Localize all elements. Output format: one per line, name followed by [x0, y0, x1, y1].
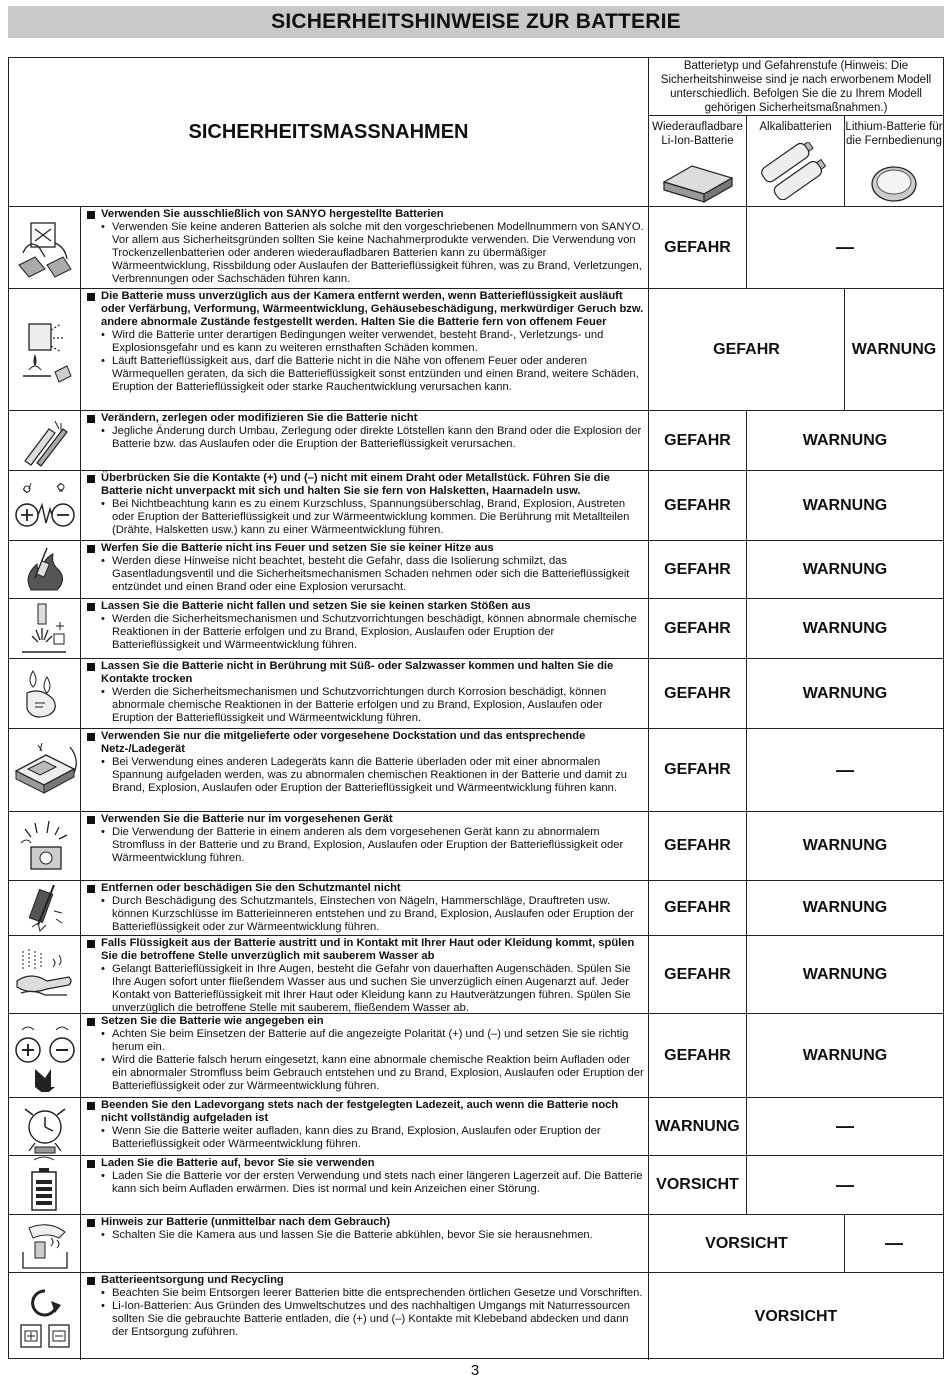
short-circuit-icon — [13, 475, 77, 537]
hazard-level: WARNUNG — [802, 560, 888, 578]
row-bullet: • Beachten Sie beim Entsorgen leerer Batterien bitte die entsprechenden örtlichen Gesetze und Vorschriften. — [101, 1287, 644, 1300]
hazard-level: WARNUNG — [802, 619, 888, 637]
page-title: SICHERHEITSHINWEISE ZUR BATTERIE — [8, 6, 944, 38]
column-li-ion-label: Wiederaufladbare Li-Ion-Batterie — [652, 121, 743, 147]
row-bullet: • Wenn Sie die Batterie weiter aufladen, kann dies zu Brand, Explosion, Auslaufen oder Eruption der Batterieflüssigkeit oder Wärmeentwicklung führen. — [101, 1125, 644, 1151]
row-icon-cell — [9, 812, 81, 880]
row-heading: Hinweis zur Batterie (unmittelbar nach dem Gebrauch) — [87, 1216, 644, 1229]
fire-icon — [17, 542, 73, 598]
hazard-level: GEFAHR — [649, 1014, 747, 1097]
row-bullets — [87, 686, 644, 725]
device-icon — [15, 817, 75, 875]
column-alkaline-label: Alkalibatterien — [759, 121, 832, 133]
hazard-level: WARNUNG — [802, 431, 888, 449]
column-alkaline — [747, 116, 845, 206]
row-bullet: • Werden die Sicherheitsmechanismen und Schutzvorrichtungen beschädigt, können abnormale chemische Reaktionen in der Batterie erfolgen und zu Brand, Explosion, Auslaufen oder Eruption der Batterieflüssigkeit und Wärmeentwicklung führen. — [101, 613, 644, 652]
table-row — [9, 1156, 943, 1215]
row-bullets — [87, 329, 644, 394]
row-bullet: • Bei Nichtbeachtung kann es zu einem Kurzschluss, Spannungsüberschlag, Brand, Explosion, Austreten oder Eruption der Batterieflüssigkeit und zur Wärmeentwicklung kommen. Die Berührung mit Metallteilen (Drähte, Halsketten usw.) kann zu einer Wärmeentwicklung führen. — [101, 498, 644, 537]
recycle-icon — [15, 1279, 75, 1355]
leaking-battery-icon — [15, 310, 75, 390]
row-bullet: • Gelangt Batterieflüssigkeit in Ihre Augen, besteht die Gefahr von dauerhaften Augenschäden. Spülen Sie Ihre Augen sofort unter fließendem Wasser aus und suchen Sie unverzüglich einen Augenarzt auf. Jeder Kontakt von Batterieflüssigkeit mit Ihrer Haut oder Kleidung kann zu Hautverätzungen führen. Spülen Sie unverzüglich die betroffene Stelle mit sauberem, fließendem Wasser ab. — [101, 963, 644, 1015]
hazard-level: — — [836, 1116, 854, 1136]
hazard-level: WARNUNG — [802, 965, 888, 983]
row-icon-cell — [9, 1014, 81, 1097]
row-text — [81, 599, 649, 658]
table-row — [9, 659, 943, 729]
row-icon-cell — [9, 881, 81, 935]
hazard-level: VORSICHT — [754, 1307, 838, 1325]
hazard-level: GEFAHR — [649, 411, 747, 470]
row-heading: Falls Flüssigkeit aus der Batterie austritt und in Kontakt mit Ihrer Haut oder Kleidung kommt, spülen Sie die betroffene Stelle unverzüglich mit sauberem Wasser ab — [87, 937, 644, 963]
row-heading: Batterieentsorgung und Recycling — [87, 1274, 644, 1287]
row-icon-cell — [9, 936, 81, 1013]
row-heading: Werfen Sie die Batterie nicht ins Feuer und setzen Sie sie keiner Hitze aus — [87, 542, 644, 555]
table-row — [9, 1098, 943, 1156]
row-bullet: • Werden die Sicherheitsmechanismen und Schutzvorrichtungen durch Korrosion beschädigt, können abnormale chemische Reaktionen in der Batterie erfolgen und zu Brand, Explosion, Auslaufen oder Eruption der Batterieflüssigkeit und Wärmeentwicklung führen. — [101, 686, 644, 725]
row-bullet: • Verwenden Sie keine anderen Batterien als solche mit den vorgeschriebenen Modellnummern von SANYO. Vor allem aus Sicherheitsgründen sollten Sie keine Nachahmerprodukte verwenden. Die Verwendung von Trockenzellenbatterien oder anderen wiederaufladbaren Batterien kann zu übermäßiger Wärmeentwicklung, Rissbildung oder Auslaufen der Batterieflüssigkeit führen, was zu Brand, Verletzungen, Verbrennungen oder Sachschäden führen kann. — [101, 221, 644, 286]
row-text — [81, 1156, 649, 1214]
row-icon-cell — [9, 207, 81, 288]
row-bullet: • Laden Sie die Batterie vor der ersten Verwendung und stets nach einer längeren Lagerzeit auf. Die Batterie kann sich beim Aufladen erwärmen. Dies ist normal und kein Anzeichen einer Störung. — [101, 1170, 644, 1196]
row-bullets — [87, 613, 644, 652]
row-bullets — [87, 826, 644, 865]
row-heading: Verwenden Sie ausschließlich von SANYO hergestellte Batterien — [87, 208, 644, 221]
row-icon-cell — [9, 541, 81, 598]
row-text — [81, 729, 649, 811]
row-icon-cell — [9, 659, 81, 728]
hazard-level: — — [836, 1174, 854, 1195]
row-heading: Verändern, zerlegen oder modifizieren Sie die Batterie nicht — [87, 412, 644, 425]
hazard-level: — — [836, 759, 854, 780]
table-row — [9, 471, 943, 541]
row-bullets — [87, 895, 644, 934]
column-li-ion — [649, 116, 747, 206]
hazard-level: GEFAHR — [649, 659, 747, 728]
row-icon-cell — [9, 599, 81, 658]
hazard-level: WARNUNG — [802, 899, 888, 916]
hazard-level: VORSICHT — [649, 1156, 747, 1214]
row-bullet: • Werden diese Hinweise nicht beachtet, besteht die Gefahr, dass die Isolierung schmilzt, das Gasentladungsventil und die Sicherheitsmechanismen Schaden nehmen oder sich die Batterieflüssigkeit entzündet und einen Brand oder eine Explosion verursacht. — [101, 555, 644, 594]
row-heading: Setzen Sie die Batterie wie angegeben ein — [87, 1015, 644, 1028]
row-bullets — [87, 1229, 644, 1242]
row-heading: Überbrücken Sie die Kontakte (+) und (–) nicht mit einem Draht oder Metallstück. Führen Sie die Batterie nicht unverpackt mit sich und halten Sie sie fern von Halsketten, Haarnadeln usw. — [87, 472, 644, 498]
alarm-icon — [17, 1097, 73, 1157]
row-bullet: • Wird die Batterie unter derartigen Bedingungen weiter verwendet, besteht Brand-, Verletzungs- und Explosionsgefahr und es kann zu weiteren ernsthaften Schäden kommen. — [101, 329, 644, 355]
alkaline-batteries-icon — [758, 142, 834, 200]
sanyo-battery-icon — [15, 213, 75, 283]
row-bullet: • Die Verwendung der Batterie in einem anderen als dem vorgesehenen Gerät kann zu abnormalem Stromfluss in der Batterie und zu Brand, Explosion, Auslaufen oder Eruption der Batterieflüssigkeit oder Wärmeentwicklung führen. — [101, 826, 644, 865]
column-lithium-remote-label: Lithium-Batterie für die Fernbedienung — [845, 121, 943, 147]
damage-icon — [18, 881, 72, 935]
row-icon-cell — [9, 289, 81, 410]
hazard-level: GEFAHR — [649, 881, 747, 935]
battery-type-note: Batterietyp und Gefahrenstufe (Hinweis: Die Sicherheitshinweise sind je nach erworbenem Modell unterschiedlich. Befolgen Sie die zu Ihrem Modell gehörigen Sicherheitsmaßnahmen.) — [649, 58, 943, 116]
water-icon — [17, 663, 73, 725]
row-bullet: • Achten Sie beim Einsetzen der Batterie auf die angezeigte Polarität (+) und (–) und setzen Sie sie richtig herum ein. — [101, 1028, 644, 1054]
row-heading: Laden Sie die Batterie auf, bevor Sie sie verwenden — [87, 1157, 644, 1170]
row-heading: Verwenden Sie die Batterie nur im vorgesehenen Gerät — [87, 813, 644, 826]
row-icon-cell — [9, 729, 81, 811]
row-bullets — [87, 221, 644, 286]
page-number: 3 — [470, 1362, 480, 1379]
polarity-icon — [12, 1020, 78, 1092]
row-heading: Die Batterie muss unverzüglich aus der Kamera entfernt werden, wenn Batterieflüssigkeit ausläuft oder Verfärbung, Verformung, Wärmeentwicklung, Gehäusebeschädigung, merkwürdiger Geruch bzw. andere abnormale Zustände festgestellt werden. Halten Sie die Batterie fern von offenem Feuer — [87, 290, 644, 329]
row-bullets — [87, 425, 644, 451]
safety-table — [8, 57, 944, 1359]
row-bullet: • Läuft Batterieflüssigkeit aus, darf die Batterie nicht in die Nähe von offenem Feuer oder anderen Wärmequellen geraten, da sich die Batterieflüssigkeit sonst entzünden und einen Brand, weitere Schäden, Eruption der Batterieflüssigkeit oder starke Rauchentwicklung verursachen kann. — [101, 355, 644, 394]
hazard-level: WARNUNG — [649, 1098, 747, 1155]
row-bullets — [87, 1028, 644, 1093]
row-heading: Beenden Sie den Ladevorgang stets nach der festgelegten Ladezeit, auch wenn die Batterie noch nicht vollständig aufgeladen ist — [87, 1099, 644, 1125]
row-bullet: • Li-Ion-Batterien: Aus Gründen des Umweltschutzes und des nachhaltigen Umgangs mit Naturressourcen sollten Sie die gebrauchte Batterie entladen, die (+) und (–) Kontakte mit Klebeband abdecken und dann der Entsorgung zuführen. — [101, 1300, 644, 1339]
row-text — [81, 936, 649, 1013]
row-icon-cell — [9, 471, 81, 540]
row-bullets — [87, 1170, 644, 1196]
hot-battery-icon — [15, 1216, 75, 1272]
row-text — [81, 812, 649, 880]
row-text — [81, 659, 649, 728]
hazard-level: GEFAHR — [649, 541, 747, 598]
drop-icon — [16, 600, 74, 658]
row-bullet: • Bei Verwendung eines anderen Ladegeräts kann die Batterie überladen oder mit einer abnormalen Spannung aufgeladen werden, was zu abnormalen chemischen Reaktionen in der Batterie und damit zu Brand, Explosion, Auslaufen oder Eruption der Batterieflüssigkeit und Wärmeentwicklung führen kann. — [101, 756, 644, 795]
table-row — [9, 411, 943, 471]
table-row — [9, 1014, 943, 1098]
row-icon-cell — [9, 1273, 81, 1360]
row-icon-cell — [9, 1156, 81, 1214]
precautions-heading: SICHERHEITSMASSNAHMEN — [9, 58, 649, 206]
row-bullets — [87, 498, 644, 537]
table-row — [9, 1215, 943, 1273]
hazard-level: WARNUNG — [851, 340, 937, 358]
row-text — [81, 1014, 649, 1097]
hazard-level: WARNUNG — [802, 1046, 888, 1064]
disassemble-icon — [17, 413, 73, 469]
column-lithium-remote — [845, 116, 943, 206]
row-bullets — [87, 963, 644, 1015]
hazard-level: GEFAHR — [649, 207, 747, 288]
row-text — [81, 881, 649, 935]
row-bullets — [87, 1287, 644, 1339]
hazard-level: GEFAHR — [649, 599, 747, 658]
row-text — [81, 541, 649, 598]
hazard-level: GEFAHR — [649, 936, 747, 1013]
row-heading: Verwenden Sie nur die mitgelieferte oder vorgesehene Dockstation und das entsprechende Netz-/Ladegerät — [87, 730, 644, 756]
coin-cell-icon — [869, 164, 919, 204]
row-text — [81, 471, 649, 540]
charger-icon — [12, 737, 78, 803]
hazard-level: WARNUNG — [802, 496, 888, 514]
row-bullet: • Durch Beschädigung des Schutzmantels, Einstechen von Nägeln, Hammerschläge, Drauftreten usw. können Kurzschlüsse im Batterieinneren entstehen und zu Brand, Explosion, Auslaufen oder Eruption der Batterieflüssigkeit oder zur Wärmeentwicklung führen. — [101, 895, 644, 934]
hazard-level: — — [885, 1233, 903, 1253]
hazard-level: GEFAHR — [649, 471, 747, 540]
table-row — [9, 207, 943, 289]
hazard-level: WARNUNG — [802, 684, 888, 702]
row-text — [81, 1215, 649, 1272]
row-bullet: • Wird die Batterie falsch herum eingesetzt, kann eine abnormale chemische Reaktion beim Aufladen oder ein abnormaler Stromfluss beim Gebrauch entstehen und zu Brand, Explosion, Auslaufen oder Eruption der Batterieflüssigkeit oder zur Wärmeentwicklung führen. — [101, 1054, 644, 1093]
hazard-level: VORSICHT — [649, 1215, 845, 1272]
table-row — [9, 1273, 943, 1360]
table-row — [9, 812, 943, 881]
table-row — [9, 599, 943, 659]
hazard-level: — — [836, 237, 854, 257]
hazard-level: GEFAHR — [649, 812, 747, 880]
row-bullet: • Jegliche Änderung durch Umbau, Zerlegung oder direkte Lötstellen kann den Brand oder die Explosion der Batterie bzw. das Auslaufen oder die Eruption der Batterieflüssigkeit verursachen. — [101, 425, 644, 451]
row-text — [81, 411, 649, 470]
table-row — [9, 541, 943, 599]
row-text — [81, 1273, 649, 1360]
row-text — [81, 1098, 649, 1155]
row-bullet: • Schalten Sie die Kamera aus und lassen Sie die Batterie abkühlen, bevor Sie sie herausnehmen. — [101, 1229, 644, 1242]
hazard-level: GEFAHR — [649, 729, 747, 811]
table-row — [9, 936, 943, 1014]
li-ion-battery-icon — [658, 156, 738, 204]
row-icon-cell — [9, 1215, 81, 1272]
table-header — [9, 58, 943, 207]
hazard-level: WARNUNG — [802, 837, 888, 854]
row-text — [81, 289, 649, 410]
table-row — [9, 881, 943, 936]
row-text — [81, 207, 649, 288]
hazard-level: GEFAHR — [649, 289, 845, 410]
rinse-icon — [13, 943, 77, 1007]
charge-before-use-icon — [20, 1154, 70, 1216]
row-heading: Lassen Sie die Batterie nicht fallen und setzen Sie sie keinen starken Stößen aus — [87, 600, 644, 613]
table-row — [9, 729, 943, 812]
row-bullets — [87, 1125, 644, 1151]
table-row — [9, 289, 943, 411]
row-bullets — [87, 555, 644, 594]
row-bullets — [87, 756, 644, 795]
row-icon-cell — [9, 411, 81, 470]
row-icon-cell — [9, 1098, 81, 1155]
row-heading: Entfernen oder beschädigen Sie den Schutzmantel nicht — [87, 882, 644, 895]
row-heading: Lassen Sie die Batterie nicht in Berührung mit Süß- oder Salzwasser kommen und halten Sie die Kontakte trocken — [87, 660, 644, 686]
